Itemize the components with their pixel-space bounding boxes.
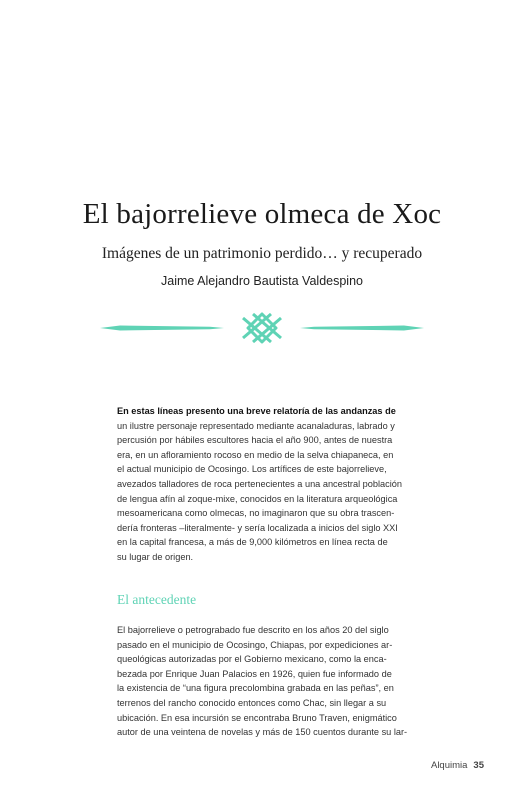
article-title: El bajorrelieve olmeca de Xoc — [82, 198, 442, 230]
intro-paragraph — [117, 404, 410, 565]
magazine-name: Alquimia — [430, 760, 468, 771]
section-line: terrenos del rancho conocido entonces como Chac, sin llegar a su — [117, 697, 387, 708]
intro-line: avezados talladores de roca pertenecientes a una ancestral población — [117, 478, 403, 489]
intro-line: de lengua afín al zoque-mixe, conocidos en la literatura arqueológica — [117, 493, 398, 504]
intro-line: un ilustre personaje representado mediante acanaladuras, labrado y — [117, 420, 395, 431]
intro-line: el actual municipio de Ocosingo. Los artífices de este bajorrelieve, — [117, 464, 387, 475]
article-subtitle: Imágenes de un patrimonio perdido… y recuperado — [101, 245, 423, 262]
section-line: El bajorrelieve o petrograbado fue descrito en los años 20 del siglo — [117, 625, 389, 635]
page-number: 35 — [473, 760, 484, 771]
section-line: pasado en el municipio de Ocosingo, Chiapas, por expediciones ar- — [117, 639, 393, 650]
section-line: ubicación. En esa incursión se encontraba Bruno Traven, enigmático — [117, 712, 397, 723]
section-line: queológicas autorizadas por el Gobierno mexicano, como la enca- — [117, 654, 387, 665]
section-line: autor de una veintena de novelas y más de 150 cuentos durante su lar- — [117, 727, 408, 738]
intro-line: en la capital francesa, a más de 9,000 kilómetros en línea recta de — [117, 537, 388, 548]
author-name: Jaime Alejandro Bautista Valdespino — [161, 274, 363, 288]
section-line: la existencia de “una figura precolombina grabada en las peñas”, en — [117, 683, 394, 694]
ornament-left-rule — [100, 326, 224, 331]
page-footer — [431, 760, 484, 771]
intro-line: mesoamericana como olmecas, no imaginaron que su obra trascen- — [117, 508, 395, 519]
ornament-knot — [243, 314, 281, 342]
intro-line: dería fronteras –literalmente- y sería localizada a inicios del siglo XXI — [117, 522, 398, 533]
section-line: bezada por Enrique Juan Palacios en 1926, quien fue informado de — [117, 668, 392, 679]
ornament-right-rule — [300, 326, 424, 331]
intro-line: percusión por hábiles escultores hacia el año 900, antes de nuestra — [117, 435, 393, 446]
section-heading: El antecedente — [117, 592, 197, 607]
intro-line: su lugar de origen. — [117, 551, 194, 562]
intro-line: era, en un afloramiento rocoso en medio de la selva chiapaneca, en — [117, 449, 394, 460]
interlaced-diamond-ornament-icon — [100, 310, 424, 346]
section-paragraph — [117, 623, 410, 740]
intro-lead: En estas líneas presento una breve relatoría de las andanzas de — [117, 406, 396, 416]
